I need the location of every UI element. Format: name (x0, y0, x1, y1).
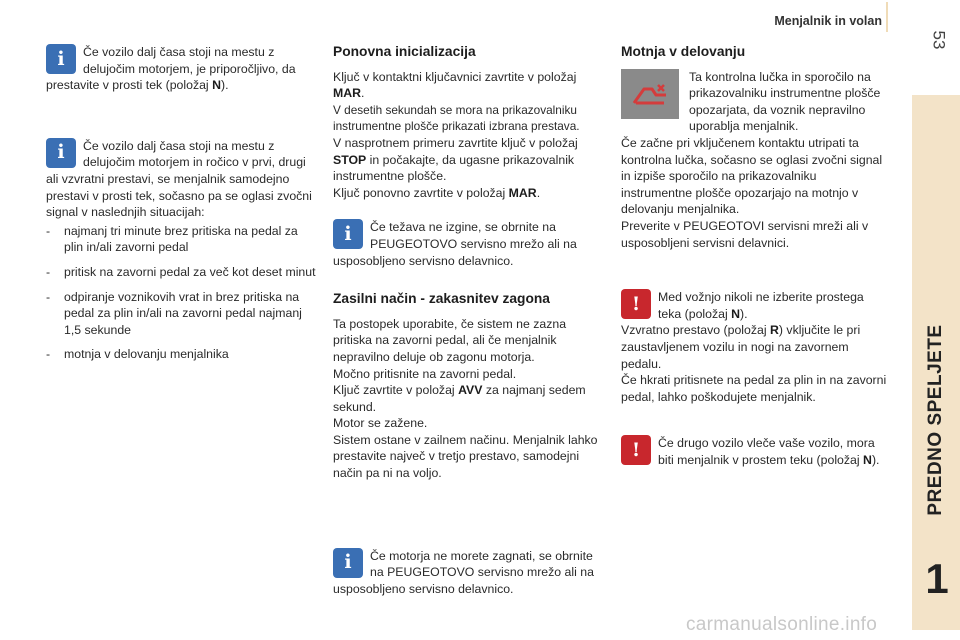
warning-icon: ! (621, 289, 651, 319)
warning-note: ! Če drugo vozilo vleče vaše vozilo, mora biti menjalnik v prostem teku (položaj N). (621, 435, 887, 468)
info-icon: i (46, 138, 76, 168)
info-icon: i (333, 219, 363, 249)
middle-column: Ponovna inicializacija Ključ v kontaktni ključavnici zavrtite v položaj MAR. V desetih sekundah se mora na prikazovalniku instrumentne plošče prikazati izbrana prestava. V nasprotnem primeru zavrtite ključ v položaj STOP in počakajte, da ugasne prikazovalnik instrumentne plošče. Ključ ponovno zavrtite v položaj MAR. i Če težava ne izgine, se obrnite na PEUGEOTOVO servisno mrežo ali na usposobljeno servisno delavnico. Zasilni način - zakasnitev zagona Ta postopek uporabite, če sistem ne zazna pritiska na zavorni pedal, ali če menjalnik nepravilno deluje ob zagonu motorja. Močno pritisnite na zavorni pedal. Ključ zavrtite v položaj AVV za najmanj sedem sekund. Motor se zažene. Sistem ostane v zailnem načinu. Menjalnik lahko prestavite največ v tretjo prestavo, samodejni način pa ni na voljo. i Če motorja ne morete zagnati, se obrnite na PEUGEOTOVO servisno mrežo ali na usposobljeno servisno delavnico. (333, 44, 605, 597)
section-title: Zasilni način - zakasnitev zagona (333, 291, 550, 307)
section-title: Motnja v delovanju (621, 44, 746, 59)
list-item: - odpiranje voznikovih vrat in brez pritiska na pedal za plin in/ali na zavorni pedal najmanj 1,5 sekunde (46, 289, 316, 339)
page-number: 53 (929, 30, 949, 50)
gearbox-warning-lamp-icon (621, 69, 679, 119)
info-note: i Če vozilo dalj časa stoji na mestu z delujočim motorjem, je priporočljivo, da prestavite v prosti tek (položaj N). (46, 45, 296, 93)
section-title: Ponovna inicializacija (333, 44, 476, 59)
info-note: i Če vozilo dalj časa stoji na mestu z delujočim motorjem in ročico v prvi, drugi ali vzvratni prestavi, se menjalnik samodejno prestavi v prosti tek, sočasno pa se oglasi zvočni signal v naslednjih situacijah: - najmanj tri minute brez pritiska na pedal za plin in/ali zavorni pedal - pritisk na zavorni pedal za več kot deset minut - odpiranje voznikovih vrat in brez pritiska na pedal za plin in/ali na zavorni pedal najmanj 1,5 sekunde - motnja v delovanju menjalnika (46, 138, 316, 363)
condition-list (46, 223, 316, 363)
right-column: Motnja v delovanju Ta kontrolna lučka in sporočilo na prikazovalniku instrumentne plošče opozarjata, da voznik nepravilno uporablja menjalnik. Če začne pri vključenem kontaktu utripati ta kontrolna lučka, sočasno se oglasi zvočni signal in izpiše sporočilo na prikazovalniku instrumentne plošče opozarjajo na motnjo v delovanju menjalnika. Preverite v PEUGEOTOVI servisni mreži ali v usposobljeni servisni delavnici. ! Med vožnjo nikoli ne izberite prostega teka (položaj N). Vzvratno prestavo (položaj R) vključite le pri zaustavljenem vozilu in nogi na zavornem pedalu. Če hkrati pritisnete na pedal za plin in na zavorni pedal, lahko poškodujete menjalnik. ! Če drugo vozilo vleče vaše vozilo, mora biti menjalnik v prostem teku (položaj N). (621, 44, 887, 467)
info-icon: i (46, 44, 76, 74)
info-icon: i (333, 548, 363, 578)
header-divider (886, 2, 888, 32)
header-title: Menjalnik in volan (774, 14, 882, 28)
warning-lamp-block: Ta kontrolna lučka in sporočilo na prikazovalniku instrumentne plošče opozarjata, da voznik nepravilno uporablja menjalnik. (621, 69, 887, 135)
list-item: - motnja v delovanju menjalnika (46, 346, 316, 363)
watermark-text: carmanualsonline.info (686, 614, 878, 635)
warning-note: ! Med vožnjo nikoli ne izberite prostega teka (položaj N). Vzvratno prestavo (položaj R) vključite le pri zaustavljenem vozilu in nogi na zavornem pedalu. Če hkrati pritisnete na pedal za plin in na zavorni pedal, lahko poškodujete menjalnik. (621, 290, 887, 404)
chapter-number: 1 (925, 555, 949, 602)
left-column (46, 44, 316, 371)
chapter-label: PREDNO SPELJETE (925, 324, 946, 516)
list-item: - najmanj tri minute brez pritiska na pedal za plin in/ali zavorni pedal (46, 223, 316, 256)
info-note: i Če motorja ne morete zagnati, se obrnite na PEUGEOTOVO servisno mrežo ali na usposobljeno servisno delavnico. (333, 548, 594, 596)
info-note: i Če težava ne izgine, se obrnite na PEUGEOTOVO servisno mrežo ali na usposobljeno servisno delavnico. (333, 220, 577, 268)
warning-icon: ! (621, 435, 651, 465)
list-item: - pritisk na zavorni pedal za več kot deset minut (46, 264, 316, 281)
